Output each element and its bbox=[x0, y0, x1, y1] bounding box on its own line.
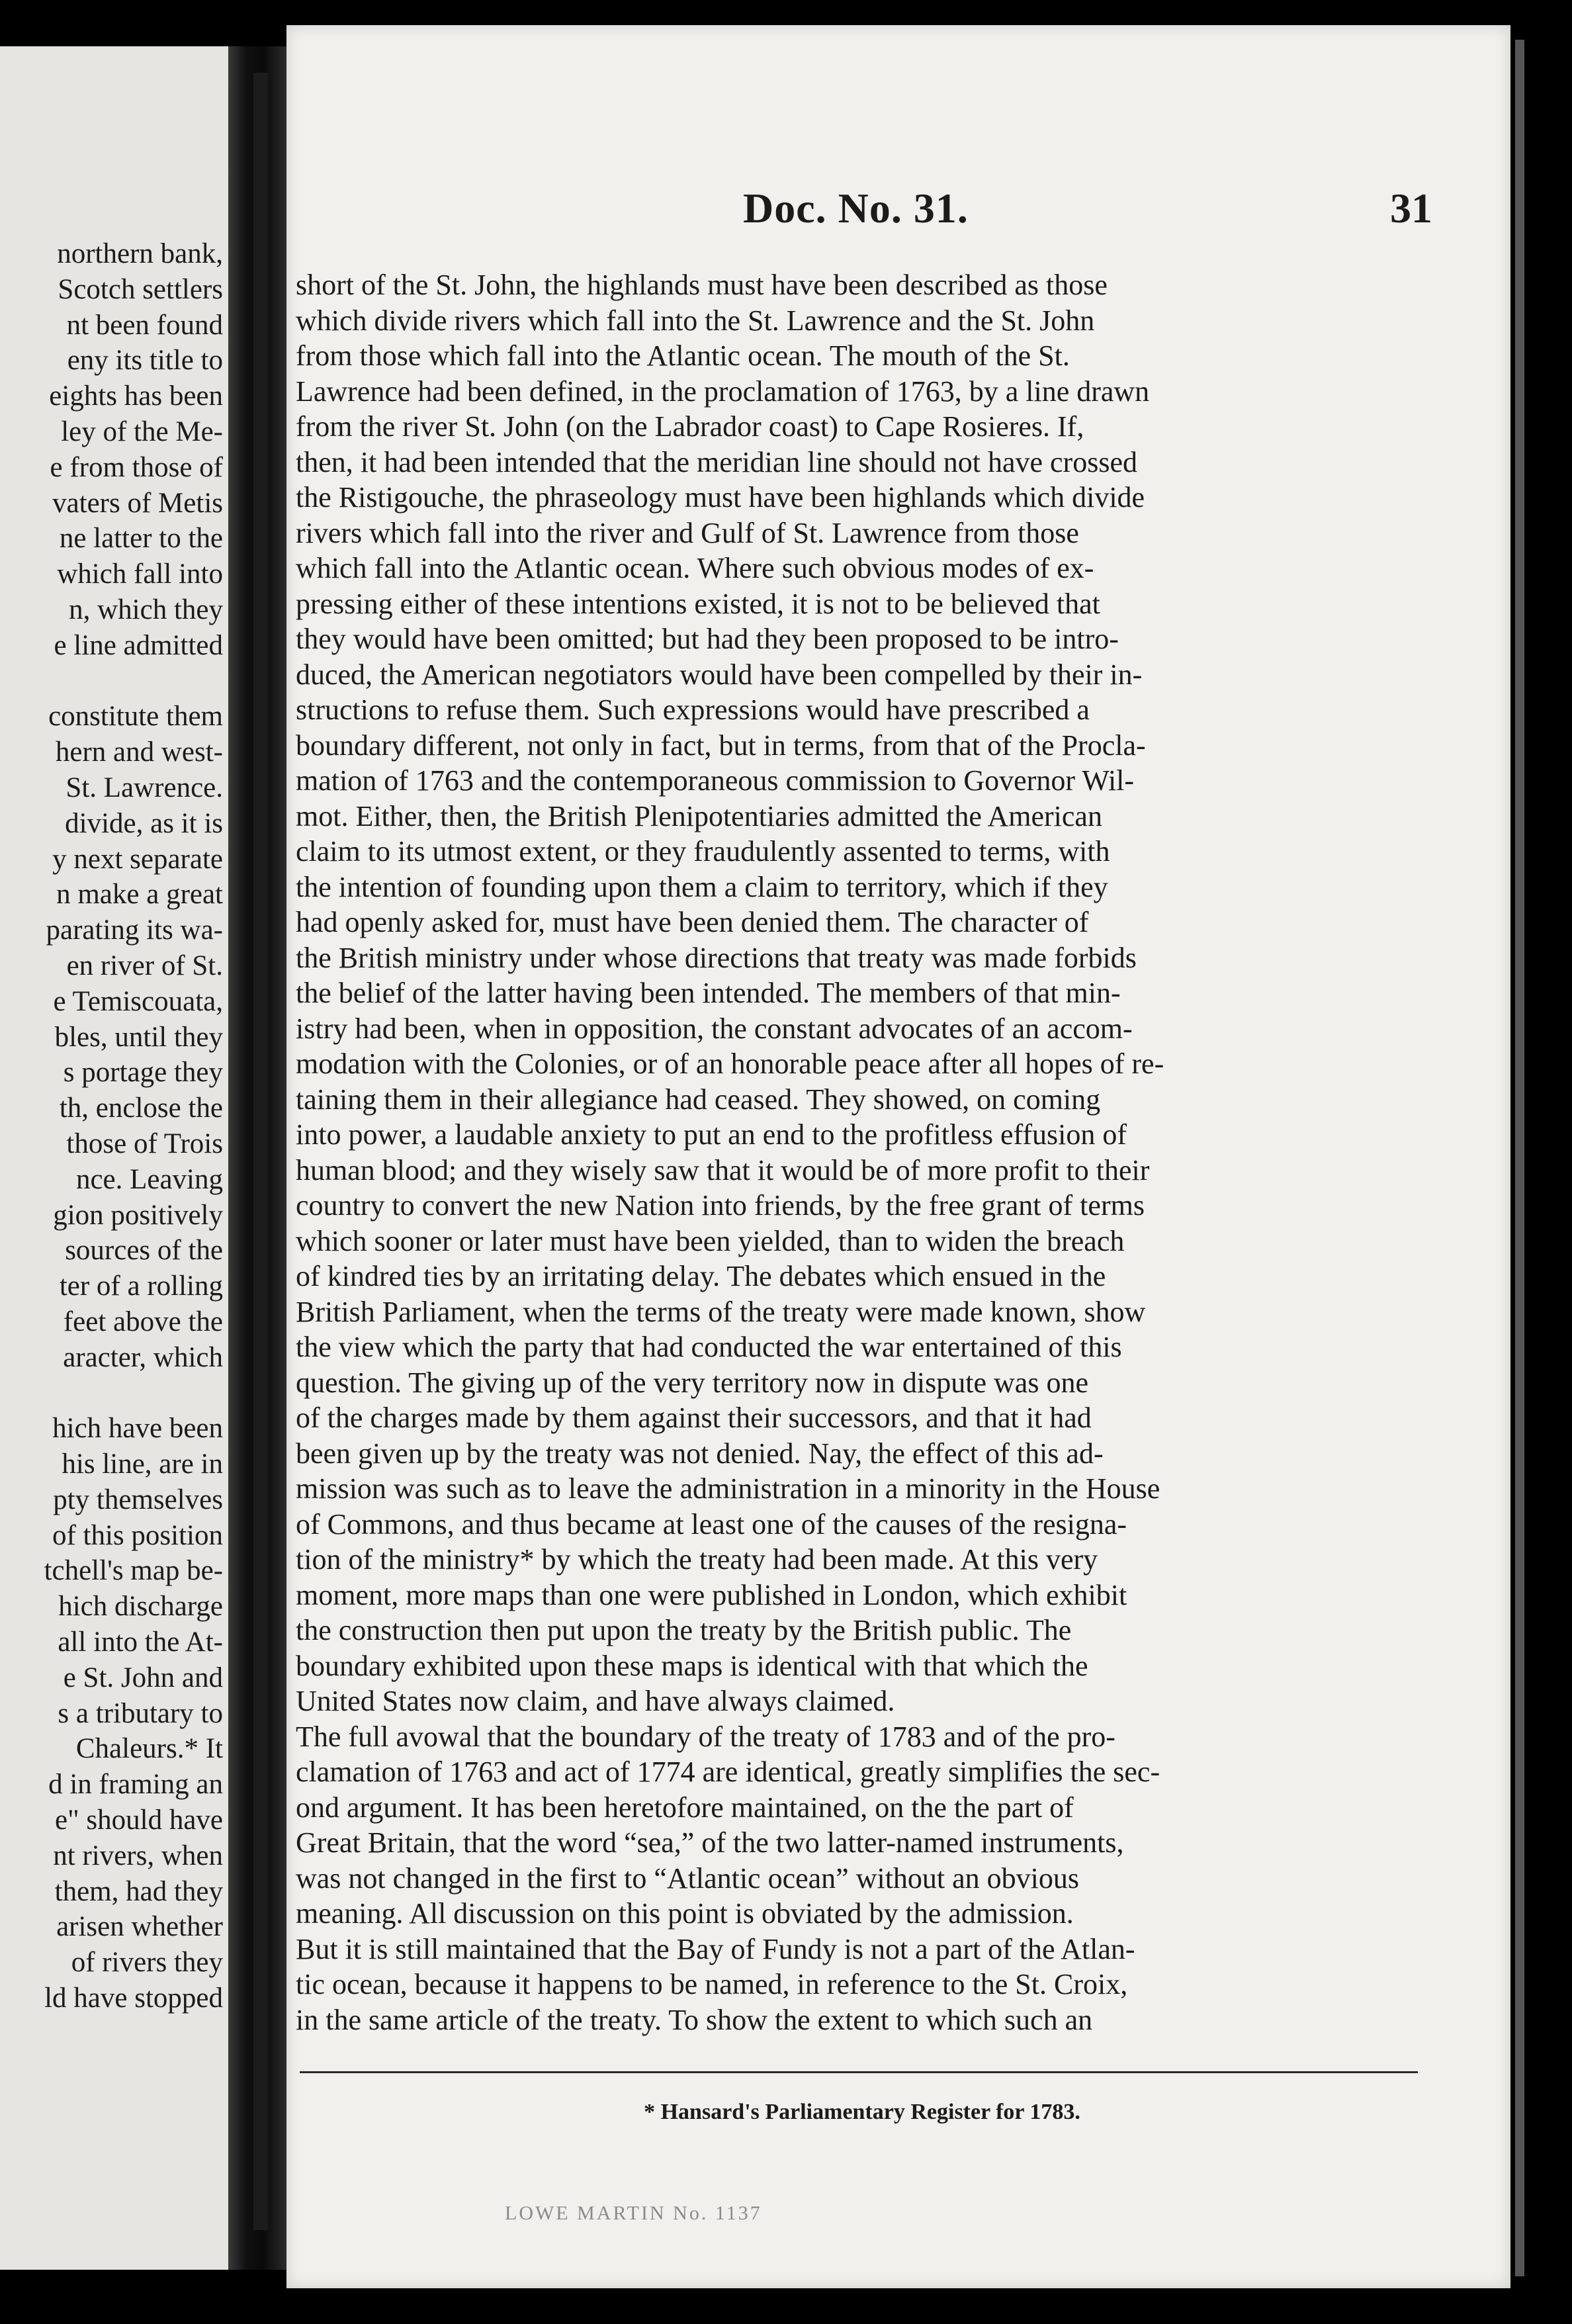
text-line: then, it had been intended that the meridian line should not have crossed bbox=[296, 445, 1137, 478]
left-page-line: sources of the bbox=[65, 1235, 223, 1267]
text-line: short of the St. John, the highlands must have been described as those bbox=[296, 269, 1108, 301]
left-page-line: n, which they bbox=[69, 594, 223, 625]
bottom-imprint: LOWE MARTIN No. 1137 bbox=[505, 2202, 762, 2224]
footnote-rule bbox=[300, 2071, 1418, 2073]
left-page-line: all into the At- bbox=[58, 1627, 223, 1658]
left-page-line: ley of the Me- bbox=[61, 416, 223, 447]
left-page-line bbox=[44, 664, 223, 699]
left-page-line: hich have been bbox=[52, 1413, 223, 1445]
left-page-line: eights has been bbox=[49, 380, 223, 412]
text-line: Great Britain, that the word “sea,” of the two latter-named instruments, bbox=[296, 1826, 1124, 1859]
left-page-line: St. Lawrence. bbox=[66, 772, 223, 803]
text-line: the British ministry under whose directions that treaty was made forbids bbox=[296, 941, 1137, 974]
left-page-line: s portage they bbox=[63, 1057, 223, 1089]
text-line: modation with the Colonies, or of an honorable peace after all hopes of re- bbox=[296, 1048, 1164, 1080]
text-line: clamation of 1763 and act of 1774 are identical, greatly simplifies the sec- bbox=[296, 1756, 1160, 1788]
left-page-line: them, had they bbox=[54, 1875, 223, 1907]
text-line: which sooner or later must have been yielded, than to widen the breach bbox=[296, 1224, 1125, 1257]
body-text bbox=[296, 267, 1414, 2037]
left-page-line: northern bank, bbox=[57, 238, 223, 269]
running-header bbox=[286, 184, 1510, 237]
left-page-line: hern and west- bbox=[55, 737, 223, 768]
text-line: the intention of founding upon them a claim to territory, which if they bbox=[296, 870, 1108, 903]
text-line: the belief of the latter having been intended. The members of that min- bbox=[296, 977, 1121, 1009]
text-line: had openly asked for, must have been denied them. The character of bbox=[296, 906, 1089, 938]
left-page-line: of this position bbox=[52, 1519, 223, 1551]
text-line: the construction then put upon the treaty by the British public. The bbox=[296, 1614, 1072, 1646]
left-page-line: hich discharge bbox=[58, 1591, 223, 1623]
left-page-line: e St. John and bbox=[63, 1662, 223, 1693]
text-line: they would have been omitted; but had they been proposed to be intro- bbox=[296, 623, 1119, 655]
text-line: tic ocean, because it happens to be named, in reference to the St. Croix, bbox=[296, 1968, 1128, 2000]
left-page-line: ld have stopped bbox=[44, 1983, 223, 2014]
left-page-line: Scotch settlers bbox=[58, 273, 223, 305]
text-line: United States now claim, and have always claimed. bbox=[296, 1685, 895, 1717]
text-line: of Commons, and thus became at least one of the causes of the resigna- bbox=[296, 1507, 1127, 1541]
text-line: taining them in their allegiance had ceased. They showed, on coming bbox=[296, 1083, 1101, 1116]
text-line: The full avowal that the boundary of the treaty of 1783 and of the pro- bbox=[296, 1720, 1115, 1753]
page-edge-strip bbox=[1515, 40, 1524, 2276]
left-page-line: e line admitted bbox=[54, 629, 223, 661]
left-page-line: th, enclose the bbox=[59, 1093, 223, 1124]
text-line: structions to refuse them. Such expressions would have prescribed a bbox=[296, 693, 1090, 726]
text-line: mission was such as to leave the administration in a minority in the House bbox=[296, 1472, 1160, 1505]
header-title: Doc. No. 31. bbox=[743, 185, 969, 232]
left-page-line: ne latter to the bbox=[59, 523, 223, 555]
left-page-line: tchell's map be- bbox=[44, 1555, 223, 1587]
left-page-line: e Temiscouata, bbox=[53, 985, 223, 1017]
left-page-line: parating its wa- bbox=[46, 915, 223, 946]
left-page-text bbox=[44, 236, 223, 2016]
text-line: boundary exhibited upon these maps is identical with that which the bbox=[296, 1649, 1088, 1682]
text-line: British Parliament, when the terms of the treaty were made known, show bbox=[296, 1295, 1146, 1328]
left-page-line: e from those of bbox=[50, 451, 223, 483]
text-line: which fall into the Atlantic ocean. Where such obvious modes of ex- bbox=[296, 552, 1094, 584]
text-line: meaning. All discussion on this point is obviated by the admission. bbox=[296, 1897, 1074, 1930]
text-line: was not changed in the first to “Atlantic ocean” without an obvious bbox=[296, 1861, 1080, 1895]
left-page-line: Chaleurs.* It bbox=[75, 1733, 223, 1765]
left-page-line: constitute them bbox=[48, 701, 223, 733]
left-page-line: e" should have bbox=[55, 1805, 223, 1836]
text-line: human blood; and they wisely saw that it would be of more profit to their bbox=[296, 1153, 1150, 1186]
text-line: been given up by the treaty was not denied. Nay, the effect of this ad- bbox=[296, 1437, 1104, 1470]
text-line: duced, the American negotiators would have been compelled by their in- bbox=[296, 658, 1143, 691]
page-number: 31 bbox=[1390, 185, 1432, 232]
text-line: Lawrence had been defined, in the proclamation of 1763, by a line drawn bbox=[296, 375, 1150, 408]
text-line: the view which the party that had conducted the war entertained of this bbox=[296, 1331, 1122, 1363]
left-page-line: arisen whether bbox=[56, 1911, 223, 1943]
text-line: into power, a laudable anxiety to put an end to the profitless effusion of bbox=[296, 1118, 1127, 1151]
text-line: istry had been, when in opposition, the constant advocates of an accom- bbox=[296, 1012, 1133, 1045]
text-line: ond argument. It has been heretofore maintained, on the the part of bbox=[296, 1791, 1074, 1824]
text-line: boundary different, not only in fact, but in terms, from that of the Procla- bbox=[296, 729, 1146, 762]
left-page bbox=[0, 46, 228, 2270]
left-page-line: nt been found bbox=[66, 309, 223, 341]
right-page bbox=[286, 25, 1510, 2288]
text-line: tion of the ministry* by which the treaty had been made. At this very bbox=[296, 1543, 1098, 1576]
left-page-line: aracter, which bbox=[63, 1341, 223, 1373]
footnote: * Hansard's Parliamentary Register for 1783. bbox=[644, 2100, 1080, 2124]
left-page-line: d in framing an bbox=[48, 1769, 223, 1801]
left-page-line: nt rivers, when bbox=[53, 1840, 223, 1871]
text-line: rivers which fall into the river and Gulf of St. Lawrence from those bbox=[296, 516, 1079, 549]
left-page-line: of rivers they bbox=[71, 1947, 223, 1979]
text-line: which divide rivers which fall into the St. Lawrence and the St. John bbox=[296, 304, 1095, 337]
text-line: mation of 1763 and the contemporaneous commission to Governor Wil- bbox=[296, 764, 1135, 797]
gutter-shadow bbox=[253, 73, 268, 2230]
left-page-line: en river of St. bbox=[66, 950, 223, 981]
text-line: from those which fall into the Atlantic ocean. The mouth of the St. bbox=[296, 339, 1070, 372]
left-page-line: ter of a rolling bbox=[59, 1271, 223, 1302]
left-page-line: s a tributary to bbox=[58, 1697, 223, 1729]
text-line: moment, more maps than one were published in London, which exhibit bbox=[296, 1578, 1127, 1611]
left-page-line: vaters of Metis bbox=[52, 487, 223, 519]
left-page-line: pty themselves bbox=[53, 1484, 223, 1515]
text-line: But it is still maintained that the Bay of Fundy is not a part of the Atlan- bbox=[296, 1932, 1135, 1965]
left-page-line: which fall into bbox=[57, 559, 223, 590]
text-line: country to convert the new Nation into friends, by the free grant of terms bbox=[296, 1189, 1145, 1222]
left-page-line: feet above the bbox=[63, 1306, 223, 1337]
left-page-line: those of Trois bbox=[66, 1128, 223, 1159]
left-page-line: n make a great bbox=[56, 879, 223, 911]
left-page-line: eny its title to bbox=[67, 345, 223, 377]
text-line: mot. Either, then, the British Plenipotentiaries admitted the American bbox=[296, 799, 1102, 832]
left-page-line: gion positively bbox=[53, 1199, 223, 1231]
text-line: of kindred ties by an irritating delay. The debates which ensued in the bbox=[296, 1260, 1106, 1292]
left-page-line bbox=[44, 1376, 223, 1411]
left-page-line: nce. Leaving bbox=[75, 1163, 223, 1195]
text-line: in the same article of the treaty. To show the extent to which such an bbox=[296, 2003, 1093, 2036]
text-line: the Ristigouche, the phraseology must have been highlands which divide bbox=[296, 481, 1145, 514]
text-line: from the river St. John (on the Labrador coast) to Cape Rosieres. If, bbox=[296, 410, 1084, 443]
left-page-line: bles, until they bbox=[54, 1021, 223, 1053]
left-page-line: divide, as it is bbox=[65, 807, 223, 839]
text-line: of the charges made by them against their successors, and that it had bbox=[296, 1402, 1092, 1434]
text-line: pressing either of these intentions existed, it is not to be believed that bbox=[296, 587, 1100, 620]
left-page-line: his line, are in bbox=[62, 1449, 223, 1480]
left-page-line: y next separate bbox=[52, 843, 223, 875]
text-line: question. The giving up of the very territory now in dispute was one bbox=[296, 1366, 1088, 1399]
text-line: claim to its utmost extent, or they fraudulently assented to terms, with bbox=[296, 835, 1110, 868]
